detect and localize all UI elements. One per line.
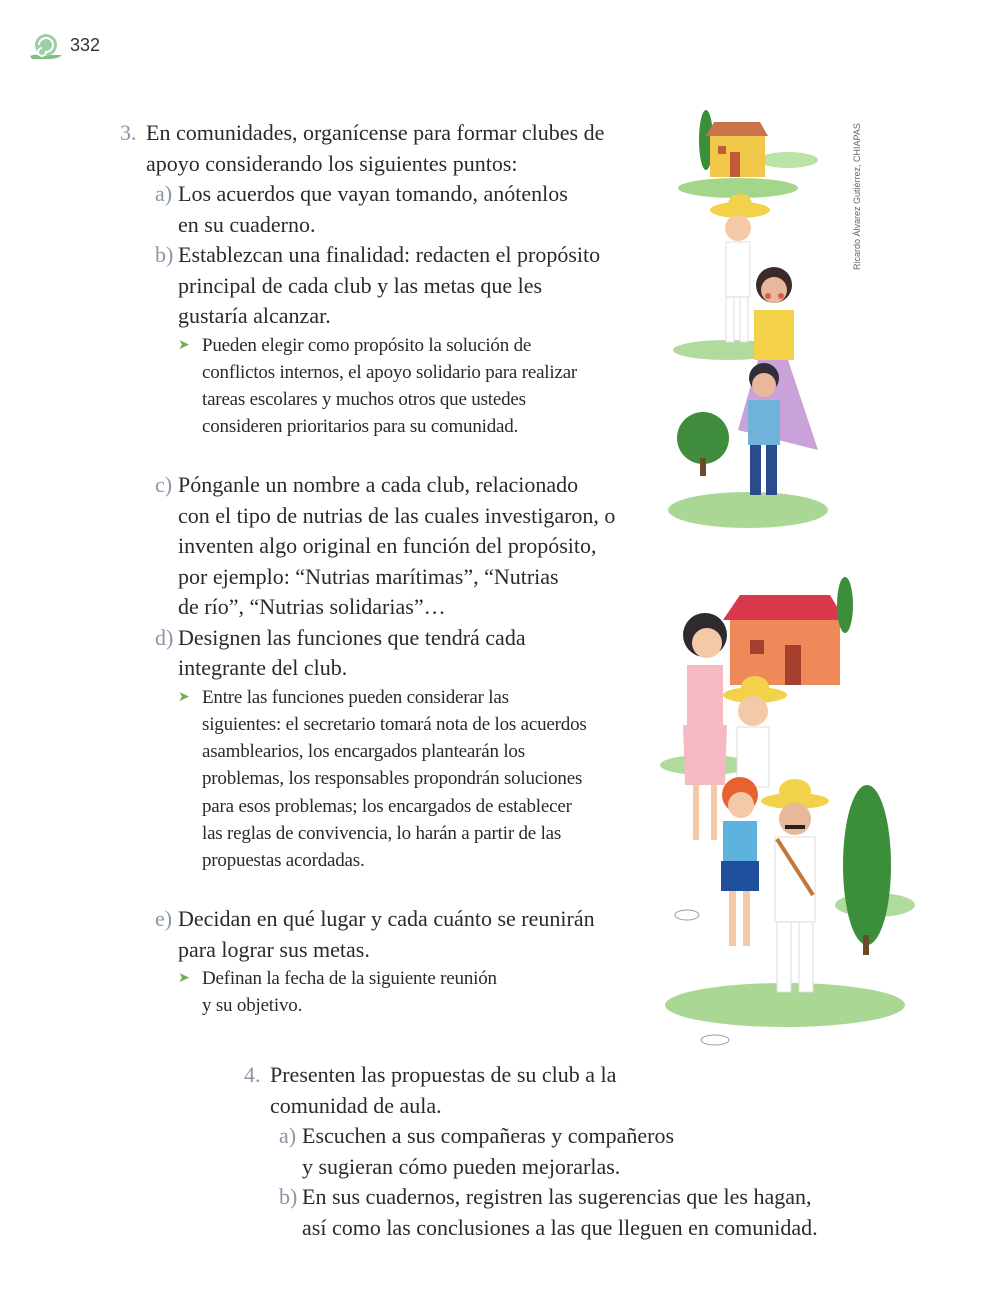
item-3c-line-4: por ejemplo: “Nutrias marítimas”, “Nutrias <box>178 563 559 589</box>
page-header <box>28 30 100 60</box>
illustration-credit: Ricardo Álvarez Gutiérrez, CHIAPAS <box>852 123 862 270</box>
item-4a-line-2: y sugieran cómo pueden mejorarlas. <box>302 1153 621 1179</box>
item-3d-bullet: ➤ Entre las funciones pueden considerar las <box>120 684 660 711</box>
item-3-number: 3. <box>120 120 137 145</box>
item-3d-bullet-line-5: para esos problemas; los encargados de establecer <box>202 795 572 817</box>
item-3-line-1: 3. En comunidades, organícense para formar clubes de <box>120 118 660 149</box>
item-3 <box>120 118 660 1020</box>
item-3e-bullet-line-2: y su objetivo. <box>202 995 303 1017</box>
item-4-number: 4. <box>244 1062 261 1087</box>
family-illustration <box>668 100 838 555</box>
item-3b-bullet-line-3: tareas escolares y muchos otros que ustedes <box>202 388 526 410</box>
item-3e: e) Decidan en qué lugar y cada cuánto se reunirán <box>155 906 595 932</box>
arrow-bullet-icon: ➤ <box>178 337 190 353</box>
item-3e-bullet: ➤ Definan la fecha de la siguiente reunión <box>120 965 660 992</box>
item-3d-bullet-line-2: siguientes: el secretario tomará nota de los acuerdos <box>202 714 587 736</box>
item-3e-line-2: para lograr sus metas. <box>178 936 370 962</box>
arrow-bullet-icon: ➤ <box>178 971 190 987</box>
item-3a: a) Los acuerdos que vayan tomando, anótenlos <box>155 181 568 206</box>
group-illustration <box>645 575 915 1055</box>
item-3c-line-3: inventen algo original en función del propósito, <box>178 533 597 559</box>
item-3b-line-2: principal de cada club y las metas que les <box>178 272 543 298</box>
item-4-line-2: comunidad de aula. <box>270 1092 442 1118</box>
item-3b-bullet-line-2: conflictos internos, el apoyo solidario para realizar <box>202 361 578 383</box>
page-number: 332 <box>70 34 101 55</box>
item-4b-line-2: así como las conclusiones a las que lleguen en comunidad. <box>302 1214 818 1240</box>
item-3d-bullet-line-3: asamblearios, los encargados plantearán los <box>202 741 525 763</box>
item-4 <box>244 1060 844 1243</box>
item-3b-line-3: gustaría alcanzar. <box>178 303 331 328</box>
item-3d-bullet-line-6: las reglas de convivencia, lo harán a partir de las <box>202 822 562 844</box>
item-4b: b) En sus cuadernos, registren las sugerencias que les hagan, <box>279 1184 812 1209</box>
item-4-line-1: 4. Presenten las propuestas de su club a la <box>244 1060 844 1091</box>
item-3d-bullet-line-7: propuestas acordadas. <box>202 850 365 872</box>
item-3d: d) Designen las funciones que tendrá cada <box>155 624 526 650</box>
item-3c-line-5: de río”, “Nutrias solidarias”… <box>178 594 446 620</box>
snail-icon <box>28 30 64 60</box>
item-3a-line-2: en su cuaderno. <box>178 211 316 237</box>
item-4a: a) Escuchen a sus compañeras y compañeros <box>279 1123 675 1148</box>
item-3b: b) Establezcan una finalidad: redacten el propósito <box>155 242 601 267</box>
item-3b-bullet-line-4: consideren prioritarios para su comunidad. <box>202 416 519 438</box>
item-3c-line-2: con el tipo de nutrias de las cuales investigaron, o <box>178 502 616 528</box>
item-3-line-2: apoyo considerando los siguientes puntos: <box>146 150 518 176</box>
item-3d-bullet-line-4: problemas, los responsables propondrán soluciones <box>202 768 583 790</box>
item-3d-line-2: integrante del club. <box>178 655 348 681</box>
item-3b-bullet: ➤ Pueden elegir como propósito la solución de <box>120 332 660 359</box>
item-3c: c) Pónganle un nombre a cada club, relacionado <box>155 472 579 498</box>
arrow-bullet-icon: ➤ <box>178 689 190 705</box>
